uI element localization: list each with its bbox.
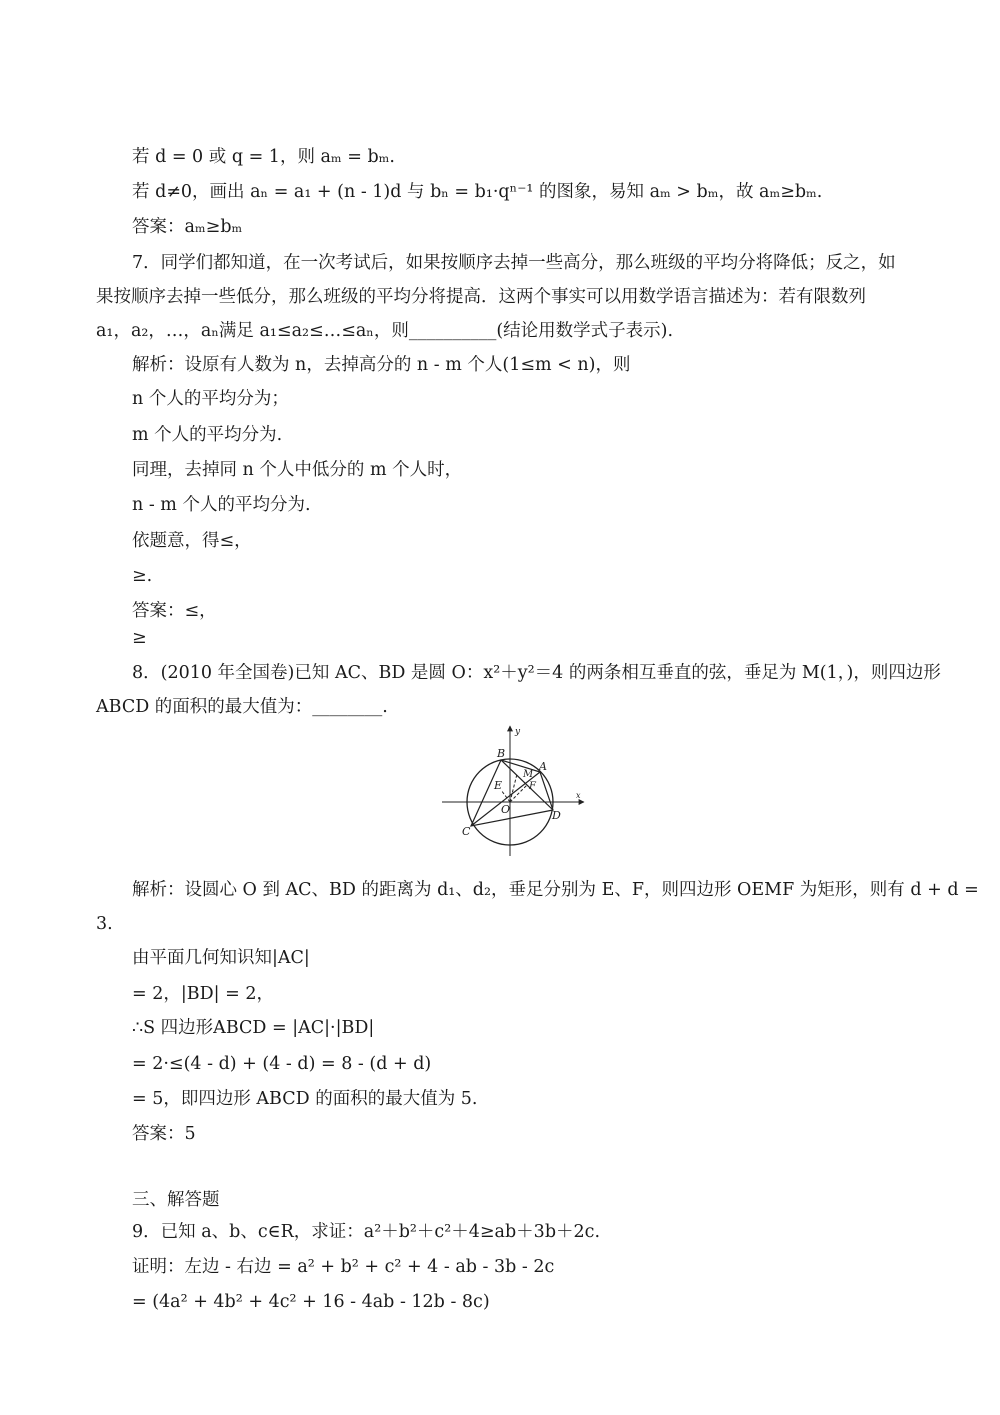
text-line: ∴S 四边形ABCD = |AC|·|BD| (132, 1018, 375, 1038)
text-line: 若 d≠0，画出 aₙ = a₁ + (n - 1)d 与 bₙ = b₁·qⁿ⁻¹ 的图象，易知 aₘ > bₘ，故 aₘ≥bₘ. (132, 182, 823, 202)
answer-line: 答案：aₘ≥bₘ (132, 217, 243, 237)
text-line: m 个人的平均分为. (132, 425, 283, 445)
label-c: C (462, 825, 471, 838)
text-line: 依题意，得≤， (132, 531, 252, 551)
text-line: = 5，即四边形 ABCD 的面积的最大值为 5. (132, 1089, 478, 1109)
text-line: 同理，去掉同 n 个人中低分的 m 个人时， (132, 460, 463, 480)
text-line: ≥ (132, 628, 147, 648)
label-a: A (539, 760, 547, 773)
text-line: n 个人的平均分为； (132, 389, 289, 409)
label-m: M (523, 769, 534, 780)
problem-8-line: 8．(2010 年全国卷)已知 AC、BD 是圆 O：x²＋y²＝4 的两条相互垂直的弦，垂足为 M(1，)，则四边形 (132, 663, 941, 683)
label-o: O (501, 803, 511, 816)
text-line: n - m 个人的平均分为. (132, 495, 311, 515)
problem-7-line: 果按顺序去掉一些低分，那么班级的平均分将提高．这两个事实可以用数学语言描述为：若有限数列 (96, 287, 866, 307)
section-heading: 三、解答题 (132, 1190, 220, 1210)
answer-line: 答案：≤， (132, 601, 217, 621)
problem-7-line: 7．同学们都知道，在一次考试后，如果按顺序去掉一些高分，那么班级的平均分将降低；反之，如 (132, 253, 896, 273)
problem-7-line: a₁，a₂，…，aₙ满足 a₁≤a₂≤…≤aₙ，则__________(结论用数学式子表示). (96, 321, 674, 341)
analysis-line: 解析：设原有人数为 n，去掉高分的 n - m 个人(1≤m < n)，则 (132, 355, 631, 375)
label-e: E (494, 779, 503, 792)
label-y: y (515, 727, 521, 737)
text-line: = 2，|BD| = 2， (132, 984, 274, 1004)
circle-chords-figure (438, 722, 592, 858)
answer-line: 答案：5 (132, 1124, 196, 1144)
text-line: 3. (96, 914, 113, 934)
text-line: ≥. (132, 566, 153, 586)
problem-9-line: 9．已知 a、b、c∈R，求证：a²＋b²＋c²＋4≥ab＋3b＋2c. (132, 1222, 601, 1242)
text-line: 若 d = 0 或 q = 1，则 aₘ = bₘ. (132, 147, 395, 167)
label-f: F (529, 781, 536, 792)
label-d: D (552, 809, 561, 822)
proof-line: = (4a² + 4b² + 4c² + 16 - 4ab - 12b - 8c) (132, 1292, 490, 1312)
text-line: = 2·≤(4 - d) + (4 - d) = 8 - (d + d) (132, 1054, 432, 1074)
label-b: B (497, 747, 506, 760)
analysis-line: 解析：设圆心 O 到 AC、BD 的距离为 d₁、d₂，垂足分别为 E、F，则四边形 OEMF 为矩形，则有 d + d = (132, 880, 979, 900)
proof-line: 证明：左边 - 右边 = a² + b² + c² + 4 - ab - 3b - 2c (132, 1257, 555, 1277)
label-x: x (576, 791, 581, 800)
text-line: 由平面几何知识知|AC| (132, 948, 310, 968)
problem-8-line: ABCD 的面积的最大值为：________. (96, 697, 388, 717)
